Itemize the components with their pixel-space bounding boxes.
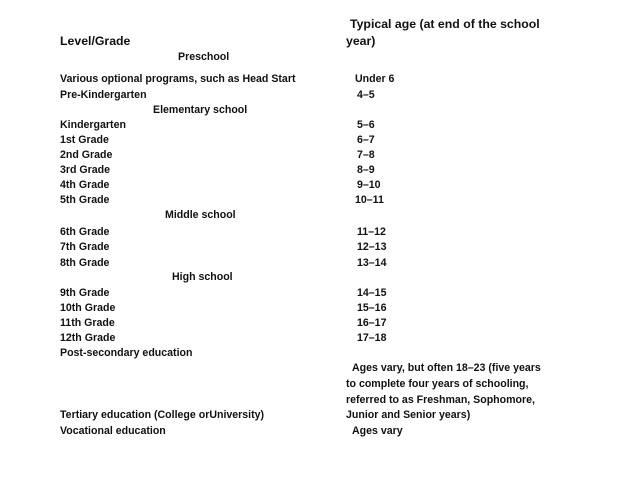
tertiary-age-line3: referred to as Freshman, Sophomore, (346, 394, 535, 406)
tertiary-age-line1: Ages vary, but often 18–23 (five years (352, 362, 541, 374)
age-row-3rd: 8–9 (357, 164, 375, 176)
grade-row-2nd: 2nd Grade (60, 149, 113, 161)
section-elementary: Elementary school (153, 104, 248, 116)
grade-row-7th: 7th Grade (60, 241, 110, 253)
age-row-5th: 10–11 (355, 194, 384, 206)
age-row-vocational: Ages vary (352, 425, 403, 437)
age-row-7th: 12–13 (357, 241, 387, 253)
level-grade-header: Level/Grade (60, 34, 131, 48)
age-row-4th: 9–10 (357, 179, 381, 191)
age-row-9th: 14–15 (357, 287, 387, 299)
grade-row-5th: 5th Grade (60, 194, 110, 206)
section-preschool: Preschool (178, 51, 230, 63)
age-row-kindergarten: 5–6 (357, 119, 375, 131)
grade-row-1st: 1st Grade (60, 134, 109, 146)
grade-row-6th: 6th Grade (60, 226, 110, 238)
grade-row-10th: 10th Grade (60, 302, 116, 314)
age-row-2nd: 7–8 (357, 149, 375, 161)
section-high: High school (172, 271, 233, 283)
grade-row-11th: 11th Grade (60, 317, 115, 329)
tertiary-age-line2: to complete four years of schooling, (346, 378, 529, 390)
age-row-1st: 6–7 (357, 134, 375, 146)
age-row-11th: 16–17 (357, 317, 387, 329)
grade-row-8th: 8th Grade (60, 257, 110, 269)
grade-row-tertiary: Tertiary education (College orUniversity) (60, 409, 265, 421)
age-row-8th: 13–14 (357, 257, 387, 269)
age-row-6th: 11–12 (357, 226, 386, 238)
age-row-10th: 15–16 (357, 302, 387, 314)
section-middle: Middle school (165, 209, 236, 221)
grade-row-4th: 4th Grade (60, 179, 110, 191)
age-row-12th: 17–18 (357, 332, 387, 344)
age-row-prek: 4–5 (357, 89, 375, 101)
grade-row-9th: 9th Grade (60, 287, 110, 299)
age-row-various: Under 6 (355, 73, 395, 85)
grade-row-post-secondary: Post-secondary education (60, 347, 193, 359)
tertiary-age-line4: Junior and Senior years) (346, 409, 471, 421)
grade-row-various: Various optional programs, such as Head Start (60, 73, 296, 85)
grade-row-prek: Pre-Kindergarten (60, 89, 147, 101)
grade-row-3rd: 3rd Grade (60, 164, 111, 176)
grade-row-kindergarten: Kindergarten (60, 119, 126, 131)
typical-age-header-line1: Typical age (at end of the school (350, 17, 540, 31)
typical-age-header-line2: year) (346, 34, 376, 48)
grade-row-vocational: Vocational education (60, 425, 166, 437)
grade-row-12th: 12th Grade (60, 332, 116, 344)
